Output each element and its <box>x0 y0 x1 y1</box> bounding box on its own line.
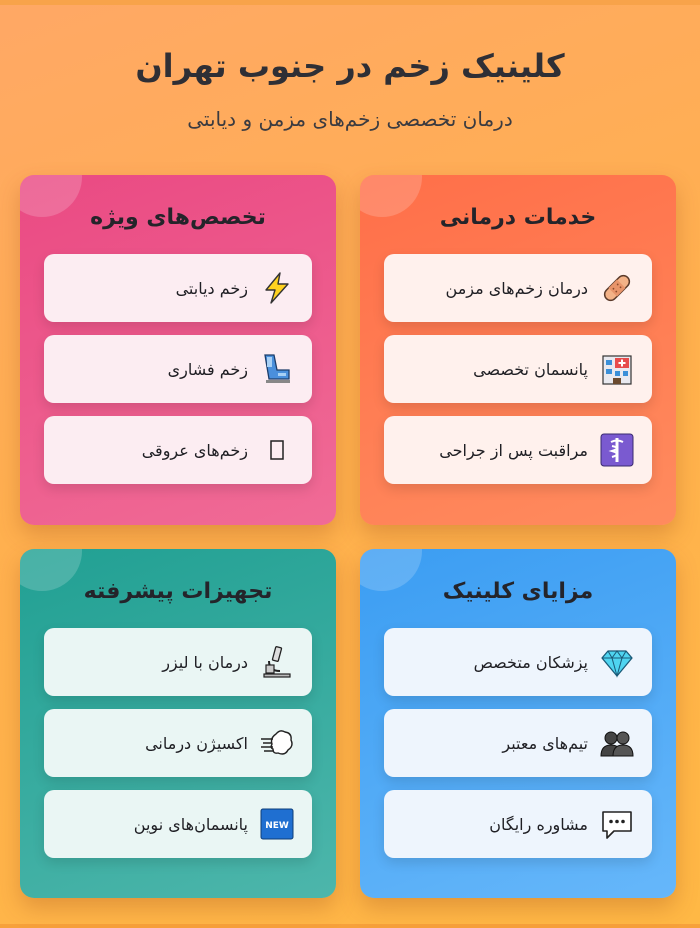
item-label: زخم دیابتی <box>175 278 248 298</box>
advantages-card <box>360 549 676 898</box>
page-title: کلینیک زخم در جنوب تهران <box>135 47 565 85</box>
page-subtitle: درمان تخصصی زخم‌های مزمن و دیابتی <box>187 107 513 131</box>
item-label: مراقبت پس از جراحی <box>439 440 588 460</box>
equipment-card <box>20 549 336 898</box>
item-label: درمان زخم‌های مزمن <box>445 278 588 298</box>
gem-icon <box>600 645 634 679</box>
service-item-post-surgery-care[interactable] <box>384 416 652 484</box>
item-label: اکسیژن درمانی <box>145 733 248 753</box>
advantages-card-title: مزایای کلینیک <box>442 579 594 604</box>
hospital-icon <box>600 352 634 386</box>
services-card <box>360 175 676 525</box>
lightning-icon <box>260 271 294 305</box>
specialties-card-title: تخصص‌های ویژه <box>90 205 266 230</box>
seat-icon <box>260 352 294 386</box>
item-label: پانسمان تخصصی <box>473 359 588 379</box>
item-label: پزشکان متخصص <box>473 652 588 672</box>
item-label: زخم فشاری <box>167 359 248 379</box>
item-label: مشاوره رایگان <box>489 814 588 834</box>
specialty-item-vascular-wounds[interactable] <box>44 416 312 484</box>
equipment-item-laser-therapy[interactable] <box>44 628 312 696</box>
item-label: درمان با لیزر <box>162 652 248 672</box>
people-icon <box>600 726 634 760</box>
wind-icon <box>260 726 294 760</box>
advantage-item-trusted-teams[interactable] <box>384 709 652 777</box>
advantage-item-free-consultation[interactable] <box>384 790 652 858</box>
medical-symbol-icon <box>600 433 634 467</box>
specialties-card <box>20 175 336 525</box>
equipment-item-modern-dressings[interactable] <box>44 790 312 858</box>
speech-bubble-icon <box>600 807 634 841</box>
missing-glyph-icon <box>260 433 294 467</box>
service-item-special-dressing[interactable] <box>384 335 652 403</box>
bandage-icon <box>600 271 634 305</box>
item-label: زخم‌های عروقی <box>141 440 248 460</box>
equipment-item-oxygen-therapy[interactable] <box>44 709 312 777</box>
equipment-card-title: تجهیزات پیشرفته <box>83 579 273 604</box>
item-label: تیم‌های معتبر <box>502 733 588 753</box>
microscope-icon <box>260 645 294 679</box>
services-card-title: خدمات درمانی <box>439 205 597 230</box>
specialty-item-diabetic-wound[interactable] <box>44 254 312 322</box>
service-item-chronic-wounds[interactable] <box>384 254 652 322</box>
new-badge-icon <box>260 807 294 841</box>
new-badge-text: NEW <box>265 821 289 831</box>
specialty-item-pressure-wound[interactable] <box>44 335 312 403</box>
item-label: پانسمان‌های نوین <box>133 814 248 834</box>
advantage-item-specialist-doctors[interactable] <box>384 628 652 696</box>
